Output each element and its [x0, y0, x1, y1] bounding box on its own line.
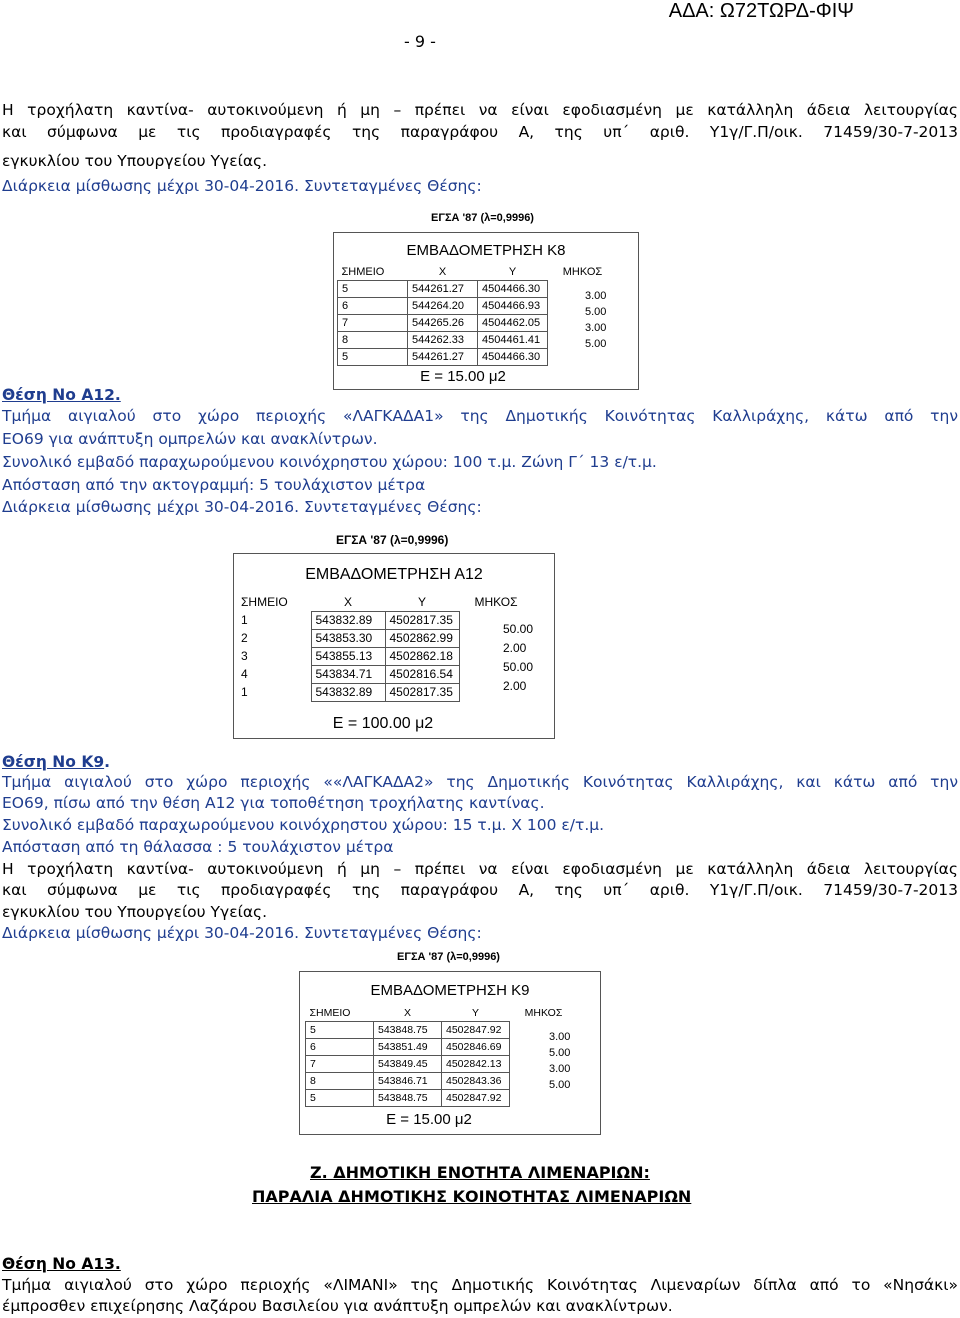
x-value: 543851.49	[374, 1039, 442, 1056]
table-header: Υ	[417, 594, 426, 609]
survey-title: ΕΜΒΑΔΟΜΕΤΡΗΣΗ Κ8	[406, 242, 566, 259]
table-header-row	[237, 593, 533, 611]
section-title: Ζ. ΔΗΜΟΤΙΚΗ ΕΝΟΤΗΤΑ ΛΙΜΕΝΑΡΙΩΝ:	[310, 1163, 650, 1182]
x-value: 543855.13	[311, 647, 385, 665]
y-value: 4502846.69	[442, 1039, 510, 1056]
y-value: 4502862.99	[385, 629, 459, 647]
paragraph-line: και σύμφωνα με τις προδιαγραφές της παραγράφου Α, της υπ΄ αριθ. Υ1γ/Γ.Π/οικ. 71459/30-7-2013	[2, 123, 958, 141]
x-value: 544265.26	[408, 315, 478, 332]
table-row	[237, 683, 533, 701]
table-header-row	[338, 264, 619, 281]
paragraph-line: εγκυκλίου του Υπουργείου Υγείας.	[2, 152, 268, 170]
x-value: 544264.20	[408, 298, 478, 315]
datum-caption: ΕΓΣΑ '87 (λ=0,9996)	[336, 533, 449, 547]
paragraph-line: Η τροχήλατη καντίνα- αυτοκινούμενη ή μη – πρέπει να είναι εφοδιασμένη με κατάλληλη άδεια λειτουργίας	[2, 860, 958, 878]
survey-sheet-a12	[233, 533, 555, 739]
length-value: 5.00	[585, 306, 607, 318]
table-row	[237, 611, 533, 629]
datum-caption: ΕΓΣΑ '87 (λ=0,9996)	[431, 212, 534, 224]
position-heading: Θέση Νο Α13.	[2, 1255, 121, 1273]
page-number: - 9 -	[404, 32, 436, 51]
table-row	[306, 1022, 579, 1039]
length-value: 3.00	[585, 322, 607, 334]
x-value: 543849.45	[374, 1056, 442, 1073]
table-row	[306, 1039, 579, 1056]
position-heading-dot: .	[104, 753, 111, 771]
table-header: ΜΗΚΟΣ	[562, 266, 603, 279]
x-value: 543834.71	[311, 665, 385, 683]
paragraph-line: Συνολικό εμβαδό παραχωρούμενου κοινόχρηστου χώρου: 15 τ.μ. Χ 100 ε/τ.μ.	[2, 816, 605, 834]
x-value: 543848.75	[374, 1022, 442, 1039]
y-value: 4504461.41	[478, 332, 548, 349]
length-value: 3.00	[549, 1031, 571, 1043]
table-row	[338, 315, 619, 332]
table-header: Υ	[471, 1007, 479, 1019]
point-id: 5	[306, 1022, 374, 1039]
paragraph-line: ΕΟ69 για ανάπτυξη ομπρελών και ανακλίντρων.	[2, 430, 378, 448]
survey-sheet-k8	[333, 212, 639, 390]
position-heading	[2, 752, 110, 773]
datum-caption: ΕΓΣΑ '87 (λ=0,9996)	[397, 951, 500, 963]
point-id: 8	[306, 1073, 374, 1090]
y-value: 4504462.05	[478, 315, 548, 332]
point-id: 7	[306, 1056, 374, 1073]
x-value: 543832.89	[311, 683, 385, 701]
y-value: 4502847.92	[442, 1022, 510, 1039]
survey-title: ΕΜΒΑΔΟΜΕΤΡΗΣΗ Κ9	[370, 982, 530, 999]
table-header: Χ	[438, 266, 447, 278]
paragraph-line: Συνολικό εμβαδό παραχωρούμενου κοινόχρηστου χώρου: 100 τ.μ. Ζώνη Γ΄ 13 ε/τ.μ.	[2, 453, 657, 471]
table-header: Χ	[343, 594, 352, 609]
point-id: 7	[338, 315, 408, 332]
table-header-row	[306, 1005, 579, 1022]
point-id: 1	[241, 685, 248, 699]
paragraph-line: Τμήμα αιγιαλού στο χώρο περιοχής «ΛΑΓΚΑΔΑ1» της Δημοτικής Κοινότητας Καλλιράχης, κάτω από την	[2, 407, 958, 425]
paragraph-line: Απόσταση από την ακτογραμμή: 5 τουλάχιστον μέτρα	[2, 476, 426, 494]
table-header: ΜΗΚΟΣ	[524, 1007, 563, 1020]
table-header: Υ	[508, 266, 517, 278]
y-value: 4504466.30	[478, 281, 548, 298]
area-value: Ε = 15.00 μ2	[386, 1111, 472, 1128]
y-value: 4502862.18	[385, 647, 459, 665]
section-subtitle: ΠΑΡΑΛΙΑ ΔΗΜΟΤΙΚΗΣ ΚΟΙΝΟΤΗΤΑΣ ΛΙΜΕΝΑΡΙΩΝ	[252, 1187, 692, 1206]
table-header: ΜΗΚΟΣ	[474, 595, 518, 609]
table-row	[237, 629, 533, 647]
paragraph-line: εγκυκλίου του Υπουργείου Υγείας.	[2, 903, 268, 921]
x-value: 543848.75	[374, 1090, 442, 1107]
x-value: 543832.89	[311, 611, 385, 629]
x-value: 544262.33	[408, 332, 478, 349]
y-value: 4504466.93	[478, 298, 548, 315]
point-id: 1	[241, 613, 248, 627]
point-id: 5	[338, 349, 408, 366]
y-value: 4502842.13	[442, 1056, 510, 1073]
table-row	[237, 665, 533, 683]
paragraph-line: ΕΟ69, πίσω από την θέση Α12 για τοποθέτηση τροχήλατης καντίνας.	[2, 794, 545, 812]
length-value: 2.00	[503, 641, 527, 655]
y-value: 4502843.36	[442, 1073, 510, 1090]
position-heading: Θέση Νο Α12.	[2, 386, 121, 404]
paragraph-line: έμπροσθεν επιχείρησης Λαζάρου Βασιλείου για ανάπτυξη ομπρελών και ανακλίντρων.	[2, 1297, 673, 1315]
table-row	[338, 332, 619, 349]
point-id: 2	[241, 631, 248, 645]
y-value: 4502816.54	[385, 665, 459, 683]
paragraph-line: Απόσταση από τη θάλασσα : 5 τουλάχιστον μέτρα	[2, 838, 394, 856]
length-value: 3.00	[585, 290, 607, 302]
table-row	[338, 298, 619, 315]
table-row	[338, 281, 619, 298]
coordinates-table	[237, 593, 533, 702]
lease-duration-line: Διάρκεια μίσθωσης μέχρι 30-04-2016. Συντεταγμένες Θέσης:	[2, 177, 482, 195]
paragraph-line: Η τροχήλατη καντίνα- αυτοκινούμενη ή μη – πρέπει να είναι εφοδιασμένη με κατάλληλη άδεια λειτουργίας	[2, 101, 958, 119]
table-header: Χ	[403, 1007, 411, 1019]
coordinates-table	[305, 1005, 579, 1107]
x-value: 544261.27	[408, 281, 478, 298]
table-row	[306, 1056, 579, 1073]
y-value: 4502817.35	[385, 683, 459, 701]
length-value: 5.00	[549, 1047, 571, 1059]
x-value: 543846.71	[374, 1073, 442, 1090]
table-row	[237, 647, 533, 665]
length-value: 5.00	[585, 338, 607, 350]
length-value: 2.00	[503, 679, 527, 693]
paragraph-line: και σύμφωνα με τις προδιαγραφές της παραγράφου Α, της υπ΄ αριθ. Υ1γ/Γ.Π/οικ. 71459/30-7-2013	[2, 881, 958, 899]
y-value: 4502817.35	[385, 611, 459, 629]
table-row	[306, 1073, 579, 1090]
length-value: 5.00	[549, 1079, 571, 1091]
paragraph-line: Τμήμα αιγιαλού στο χώρο περιοχής ««ΛΑΓΚΑΔΑ2» της Δημοτικής Κοινότητας Καλλιράχης, και κάτω από την	[2, 773, 958, 791]
point-id: 6	[306, 1039, 374, 1056]
ada-code: ΑΔΑ: Ω72ΤΩΡΔ-ΦΙΨ	[668, 0, 854, 22]
point-id: 6	[338, 298, 408, 315]
length-value: 50.00	[503, 622, 534, 636]
lease-duration-line: Διάρκεια μίσθωσης μέχρι 30-04-2016. Συντεταγμένες Θέσης:	[2, 924, 482, 942]
point-id: 5	[338, 281, 408, 298]
point-id: 5	[306, 1090, 374, 1107]
x-value: 544261.27	[408, 349, 478, 366]
position-heading-text: Θέση Νο Κ9	[2, 753, 105, 771]
table-row	[306, 1090, 579, 1107]
coordinates-table	[337, 264, 619, 366]
length-value: 3.00	[549, 1063, 571, 1075]
area-value: Ε = 100.00 μ2	[332, 715, 434, 732]
length-value: 50.00	[503, 660, 534, 674]
survey-sheet-k9	[299, 951, 601, 1135]
paragraph-line: Τμήμα αιγιαλού στο χώρο περιοχής «ΛΙΜΑΝΙ» της Δημοτικής Κοινότητας Λιμεναρίων δίπλα από το «Νησάκι»	[2, 1276, 958, 1294]
point-id: 8	[338, 332, 408, 349]
table-header: ΣΗΜΕΙΟ	[241, 595, 288, 609]
table-header: ΣΗΜΕΙΟ	[309, 1007, 351, 1019]
area-value: Ε = 15.00 μ2	[420, 368, 506, 385]
survey-title: ΕΜΒΑΔΟΜΕΤΡΗΣΗ Α12	[305, 566, 483, 583]
lease-duration-line: Διάρκεια μίσθωσης μέχρι 30-04-2016. Συντεταγμένες Θέσης:	[2, 498, 482, 516]
table-header: ΣΗΜΕΙΟ	[341, 266, 385, 278]
y-value: 4502847.92	[442, 1090, 510, 1107]
point-id: 3	[241, 649, 248, 663]
y-value: 4504466.30	[478, 349, 548, 366]
x-value: 543853.30	[311, 629, 385, 647]
table-row	[338, 349, 619, 366]
point-id: 4	[241, 667, 248, 681]
